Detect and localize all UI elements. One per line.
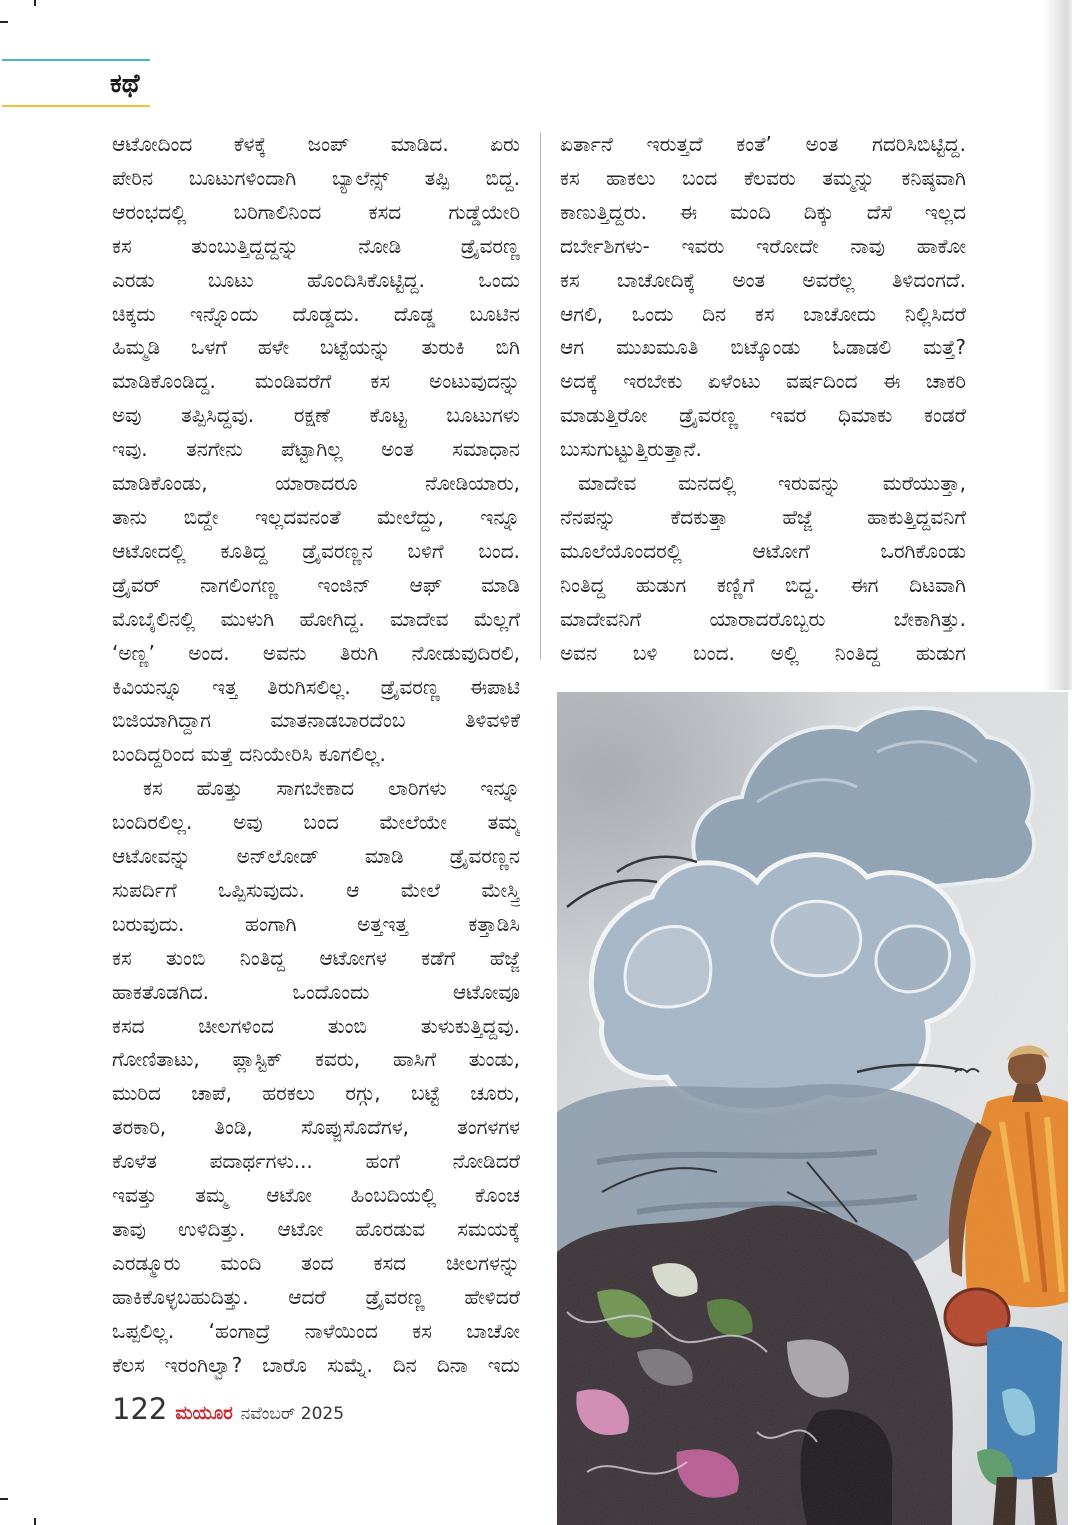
story-illustration [557,692,1068,1525]
text-line: ಕಸ ಹೊತ್ತು ಸಾಗಬೇಕಾದ ಲಾರಿಗಳು ಇನ್ನೂ [143,776,520,801]
text-line: ಆರಂಭದಲ್ಲಿ ಬರಿಗಾಲಿನಿಂದ ಕಸದ ಗುಡ್ಡೆಯೇರಿ [112,199,520,224]
text-line: ದರ್ಬೇಶಿಗಳು- ಇವರು ಇರೋದೇ ನಾವು ಹಾಕೋ [560,233,966,258]
section-rule-top [2,59,150,61]
text-line: ಎರಡು ಬೂಟು ಹೊಂದಿಸಿಕೊಟ್ಟಿದ್ದ. ಒಂದು [112,267,520,292]
binding-shadow [1044,0,1072,690]
text-line: ಕಾಣುತ್ತಿದ್ದರು. ಈ ಮಂದಿ ದಿಕ್ಕು ದೆಸೆ ಇಲ್ಲದ [560,199,966,224]
text-line: ಡ್ರೈವರ್ ನಾಗಲಿಂಗಣ್ಣ ಇಂಜಿನ್ ಆಫ್ ಮಾಡಿ [112,572,520,597]
text-line: ಕಿವಿಯನ್ನೂ ಇತ್ತ ತಿರುಗಿಸಲಿಲ್ಲ. ಡ್ರೈವರಣ್ಣ ಈಪಾಟಿ [112,674,520,699]
text-line: ಕಸ ತುಂಬಿ ನಿಂತಿದ್ದ ಆಟೋಗಳ ಕಡೆಗೆ ಹೆಜ್ಜೆ [112,945,520,970]
text-line: ಮಾಡಿಕೊಂಡಿದ್ದ. ಮಂಡಿವರೆಗೆ ಕಸ ಅಂಟುವುದನ್ನು [112,369,520,394]
text-line: ಕಸ ಹಾಕಲು ಬಂದ ಕೆಲವರು ತಮ್ಮನ್ನು ಕನಿಷ್ಠವಾಗಿ [560,165,966,190]
paragraph [112,772,520,1382]
text-line: ಚಿಕ್ಕದು ಇನ್ನೊಂದು ದೊಡ್ಡದು. ದೊಡ್ಡ ಬೂಟಿನ [112,301,520,326]
text-line: ಮೂಲೆಯೊಂದರಲ್ಲಿ ಆಟೋಗೆ ಒರಗಿಕೊಂಡು [560,538,966,563]
text-line: ಬರುವುದು. ಹಂಗಾಗಿ ಅತ್ತಇತ್ತ ಕತ್ತಾಡಿಸಿ [112,911,520,936]
text-line: ಮಾಡಿಕೊಂಡು, ಯಾರಾದರೂ ನೋಡಿಯಾರು, [112,471,520,496]
section-rule-bottom [2,105,150,107]
text-line: ಅದಕ್ಕೆ ಇರಬೇಕು ಏಳೆಂಟು ವರ್ಷದಿಂದ ಈ ಚಾಕರಿ [560,369,966,394]
text-line: ಏರ್ತಾನೆ ಇರುತ್ತದೆ ಕಂತೆ’ ಅಂತ ಗದರಿಸಿಬಿಟ್ಟಿದ್ದ. [560,132,966,156]
text-line: ಹಿಮ್ಮಡಿ ಒಳಗೆ ಹಳೇ ಬಟ್ಟೆಯನ್ನು ತುರುಕಿ ಬಿಗಿ [112,335,520,360]
text-line: ಮಾದೇವ ಮನದಲ್ಲಿ ಇರುವನ್ನು ಮರೆಯುತ್ತಾ, [578,471,966,496]
text-line: ಮುರಿದ ಚಾಪೆ, ಹರಕಲು ರಗ್ಗು, ಬಟ್ಟೆ ಚೂರು, [112,1081,520,1106]
text-line: ಗೋಣಿತಾಟು, ಪ್ಲಾಸ್ಟಿಕ್ ಕವರು, ಹಾಸಿಗೆ ತುಂಡು, [112,1047,520,1072]
text-line: ಆಟೋದಿಂದ ಕೆಳಕ್ಕೆ ಜಂಪ್ ಮಾಡಿದ. ಏರು [112,132,520,156]
text-line: ‘ಅಣ್ಣ’ ಅಂದ. ಅವನು ತಿರುಗಿ ನೋಡುವುದಿರಲಿ, [112,640,520,665]
text-line: ಕೊಳೆತ ಪದಾರ್ಥಗಳು... ಹಂಗೆ ನೋಡಿದರೆ [112,1149,520,1174]
text-line: ಅವನ ಬಳಿ ಬಂದ. ಅಲ್ಲಿ ನಿಂತಿದ್ದ ಹುಡುಗ [560,640,966,665]
text-line: ಪೇರಿನ ಬೂಟುಗಳಿಂದಾಗಿ ಬ್ಯಾಲೆನ್ಸ್ ತಪ್ಪಿ ಬಿದ್ದ. [112,165,520,190]
text-line: ಆಟೋವನ್ನು ಅನ್‌ಲೋಡ್ ಮಾಡಿ ಡ್ರೈವರಣ್ಣನ [112,844,520,869]
text-line: ಬಂದಿರಲಿಲ್ಲ. ಅವು ಬಂದ ಮೇಲೆಯೇ ತಮ್ಮ [112,810,520,835]
crop-mark [0,1498,8,1500]
text-line: ಆಗಲಿ, ಒಂದು ದಿನ ಕಸ ಬಾಚೋದು ನಿಲ್ಲಿಸಿದರೆ [560,301,966,326]
text-line: ಕಸದ ಚೀಲಗಳಿಂದ ತುಂಬಿ ತುಳುಕುತ್ತಿದ್ದವು. [112,1013,520,1038]
text-line: ಬಿಜಿಯಾಗಿದ್ದಾಗ ಮಾತನಾಡಬಾರದೆಂಬ ತಿಳಿವಳಿಕೆ [112,708,520,733]
text-line: ಮೊಬೈಲಿನಲ್ಲಿ ಮುಳುಗಿ ಹೋಗಿದ್ದ. ಮಾದೇವ ಮೆಲ್ಲಗೆ [112,606,520,631]
text-line: ತರಕಾರಿ, ತಿಂಡಿ, ಸೊಪ್ಪುಸೊದೆಗಳ, ತಂಗಳಗಳ [112,1115,520,1140]
paragraph [112,128,520,772]
text-line: ಮಾಡುತ್ತಿರೋ ಡ್ರೈವರಣ್ಣ ಇವರ ಧಿಮಾಕು ಕಂಡರೆ [560,403,966,428]
crop-mark [34,0,36,6]
text-line: ಬುಸುಗುಟ್ಟುತ್ತಿರುತ್ತಾನೆ. [560,437,702,462]
text-line: ಇವತ್ತು ತಮ್ಮ ಆಟೋ ಹಿಂಬದಿಯಲ್ಲಿ ಕೊಂಚ [112,1183,520,1208]
text-line: ಆಟೋದಲ್ಲಿ ಕೂತಿದ್ದ ಡ್ರೈವರಣ್ಣನ ಬಳಿಗೆ ಬಂದ. [112,538,520,563]
crop-mark [0,21,8,23]
page-footer [112,1392,344,1426]
text-line: ತಾನು ಬಿದ್ದೇ ಇಲ್ಲದವನಂತೆ ಮೇಲೆದ್ದು, ಇನ್ನೂ [112,504,520,529]
text-line: ಒಪ್ಪಲಿಲ್ಲ. ‘ಹಂಗಾದ್ರೆ ನಾಳೆಯಿಂದ ಕಸ ಬಾಚೋ [112,1318,520,1343]
text-line: ಹಾಕತೊಡಗಿದ. ಒಂದೊಂದು ಆಟೋವೂ [112,979,520,1004]
text-line: ಕೆಲಸ ಇರಂಗಿಲ್ವಾ? ಬಾರೊ ಸುಮ್ನೆ. ದಿನ ದಿನಾ ಇದು [112,1352,520,1377]
text-line: ಇವು. ತನಗೇನು ಪೆಟ್ಟಾಗಿಲ್ಲ ಅಂತ ಸಮಾಧಾನ [112,437,520,462]
text-line: ಸುಪರ್ದಿಗೆ ಒಪ್ಪಿಸುವುದು. ಆ ಮೇಲೆ ಮೇಸ್ತ್ರಿ [112,877,520,902]
text-line: ಆಗ ಮುಖಮೂತಿ ಬಿಟ್ಕೊಂಡು ಓಡಾಡಲಿ ಮತ್ತೆ? [560,335,966,360]
text-line: ಕಸ ಬಾಚೋದಿಕ್ಕೆ ಅಂತ ಅವರೆಲ್ಲ ತಿಳಿದಂಗದೆ. [560,267,966,292]
issue-date: ನವೆಂಬರ್ 2025 [240,1404,345,1424]
page-number: 122 [112,1392,168,1426]
text-line: ಮಾದೇವನಿಗೆ ಯಾರಾದರೊಬ್ಬರು ಬೇಕಾಗಿತ್ತು. [560,606,966,631]
text-line: ಕಸ ತುಂಬುತ್ತಿದ್ದದ್ದನ್ನು ನೋಡಿ ಡ್ರೈವರಣ್ಣ [112,233,520,258]
text-line: ಬಂದಿದ್ದರಿಂದ ಮತ್ತೆ ದನಿಯೇರಿಸಿ ಕೂಗಲಿಲ್ಲ. [112,742,386,767]
paper-grain [557,692,1068,1525]
text-line: ತಾವು ಉಳಿದಿತ್ತು. ಆಟೋ ಹೊರಡುವ ಸಮಯಕ್ಕೆ [112,1217,520,1241]
crop-mark [34,1518,36,1525]
text-line: ಎರಡ್ಮೂರು ಮಂದಿ ತಂದ ಕಸದ ಚೀಲಗಳನ್ನು [112,1250,520,1275]
text-line: ನಿಂತಿದ್ದ ಹುಡುಗ ಕಣ್ಣಿಗೆ ಬಿದ್ದ. ಈಗ ದಿಟವಾಗಿ [560,572,966,597]
text-line: ಹಾಕಿಕೊಳ್ಳಬಹುದಿತ್ತು. ಆದರೆ ಡ್ರೈವರಣ್ಣ ಹೇಳಿದರೆ [112,1284,520,1309]
paragraph [560,467,966,670]
text-line: ನೆನಪನ್ನು ಕೆದಕುತ್ತಾ ಹೆಜ್ಜೆ ಹಾಕುತ್ತಿದ್ದವನಿಗೆ [560,504,966,529]
section-label: ಕಥೆ [110,69,140,99]
column-divider [540,132,541,660]
right-column [560,128,966,671]
text-line: ಅವು ತಪ್ಪಿಸಿದ್ದವು. ರಕ್ಷಣೆ ಕೊಟ್ಟ ಬೂಟುಗಳು [112,403,520,428]
left-column [112,128,520,1383]
magazine-logo: ಮಯೂರ [175,1403,233,1424]
paragraph [560,128,966,467]
